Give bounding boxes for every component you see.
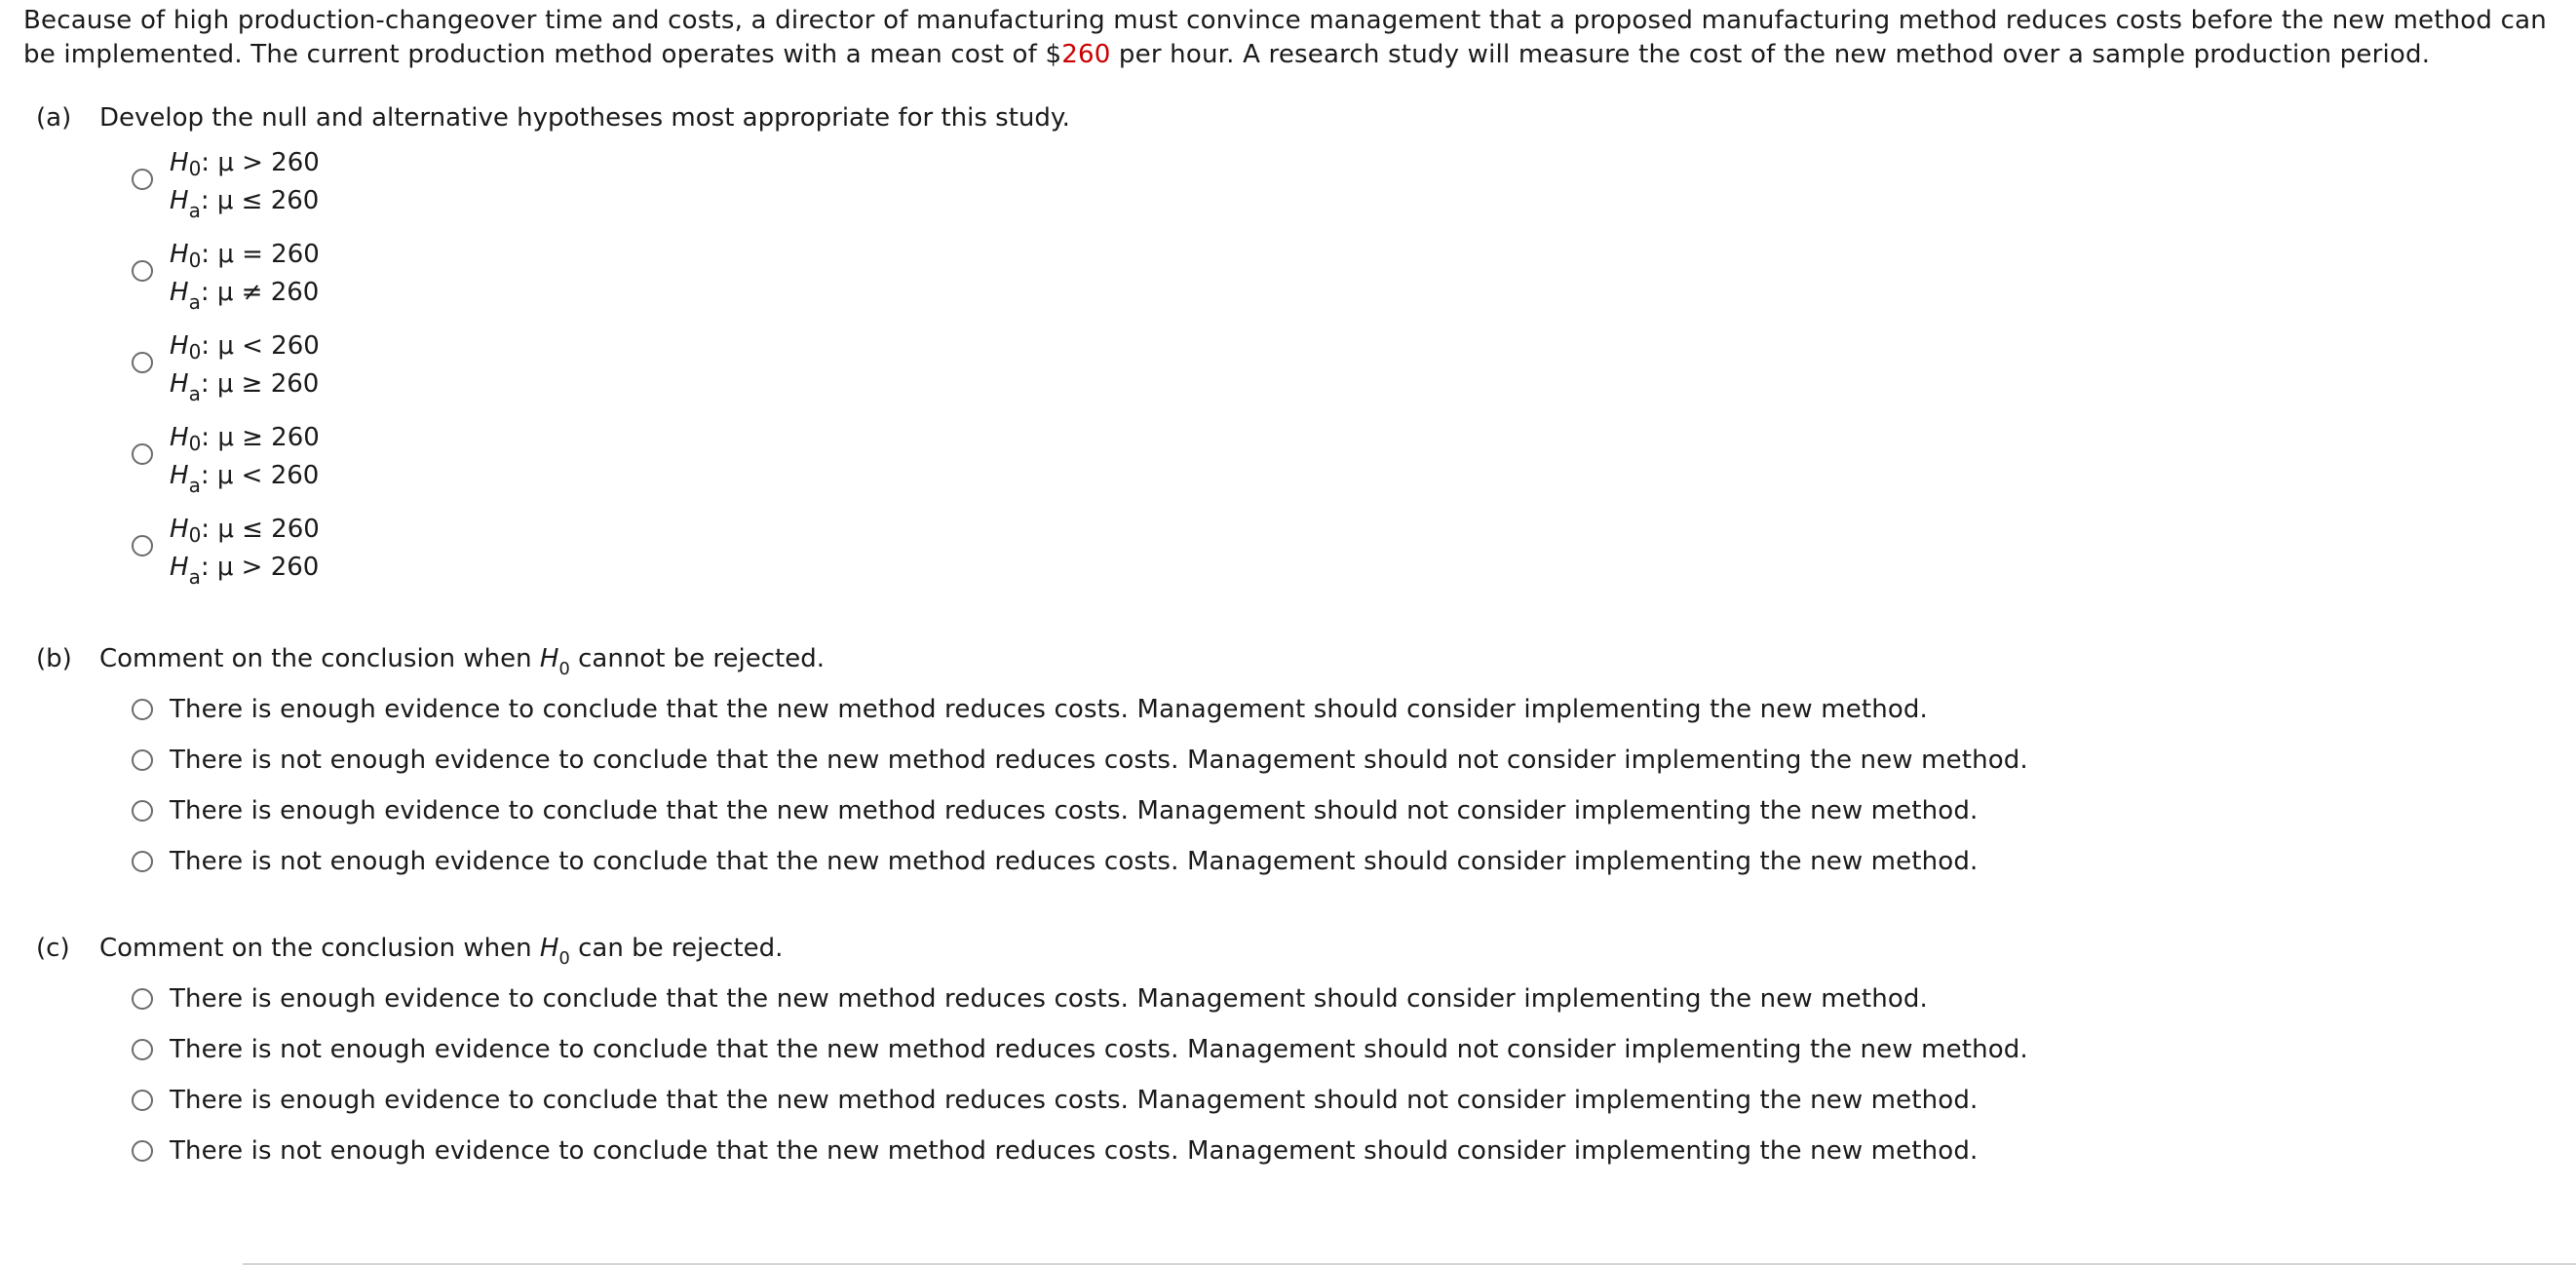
part-b-label: (b) bbox=[36, 644, 72, 673]
radio-button[interactable] bbox=[132, 699, 153, 720]
radio-button[interactable] bbox=[132, 1039, 153, 1060]
hypothesis-option-1[interactable] bbox=[132, 133, 521, 222]
alternative-hypothesis: $H_a$: μ ≤ 260 bbox=[170, 186, 320, 222]
radio-button[interactable] bbox=[132, 443, 153, 465]
alternative-hypothesis: $H_a$: μ > 260 bbox=[170, 553, 320, 589]
hypothesis-option-5[interactable] bbox=[132, 499, 521, 589]
radio-button[interactable] bbox=[132, 749, 153, 771]
part-b-option-4[interactable] bbox=[132, 845, 2276, 878]
part-a-header bbox=[36, 101, 1070, 134]
option-text: There is not enough evidence to conclude that the new method reduces costs. Management should not consider implementing the new method. bbox=[170, 746, 2028, 775]
part-c-label: (c) bbox=[36, 934, 70, 963]
part-b-option-2[interactable] bbox=[132, 744, 2276, 777]
hypothesis-option-2[interactable] bbox=[132, 224, 521, 314]
null-hypothesis: H0: μ = 260 bbox=[170, 240, 320, 272]
part-c-option-1[interactable] bbox=[132, 982, 2276, 1016]
null-hypothesis: H0: μ ≥ 260 bbox=[170, 423, 320, 455]
radio-button[interactable] bbox=[132, 1140, 153, 1162]
alternative-hypothesis: $H_a$: μ ≥ 260 bbox=[170, 369, 320, 405]
radio-button[interactable] bbox=[132, 851, 153, 872]
part-b-header: (b) Comment on the conclusion when $H_0$ cannot be rejected. bbox=[36, 644, 826, 679]
part-b-option-3[interactable] bbox=[132, 794, 2276, 827]
part-b-option-1[interactable] bbox=[132, 693, 2276, 726]
null-hypothesis: H0: μ < 260 bbox=[170, 331, 320, 364]
mean-cost-value: 260 bbox=[1061, 40, 1111, 69]
problem-text-end: per hour. A research study will measure the cost of the new method over a sample production period. bbox=[1110, 40, 2431, 69]
part-c-option-4[interactable] bbox=[132, 1134, 2276, 1168]
part-c-option-3[interactable] bbox=[132, 1084, 2276, 1117]
option-text: There is enough evidence to conclude that the new method reduces costs. Management should not consider implementing the new method. bbox=[170, 796, 1979, 825]
alternative-hypothesis: $H_a$: μ ≠ 260 bbox=[170, 278, 320, 314]
option-text: There is enough evidence to conclude that the new method reduces costs. Management should not consider implementing the new method. bbox=[170, 1086, 1979, 1115]
null-hypothesis: H0: μ ≤ 260 bbox=[170, 515, 320, 547]
option-text: There is not enough evidence to conclude that the new method reduces costs. Management should not consider implementing the new method. bbox=[170, 1035, 2028, 1064]
radio-button[interactable] bbox=[132, 535, 153, 556]
problem-text-start: Because of high production-changeover time and costs, a director of manufacturing must convince management that a proposed manufacturing method reduces costs before the new method can be implemented. The current production method operates with a mean cost of $ bbox=[23, 6, 2547, 69]
radio-button[interactable] bbox=[132, 1090, 153, 1111]
part-a-label: (a) bbox=[36, 103, 72, 133]
part-a-prompt: Develop the null and alternative hypotheses most appropriate for this study. bbox=[99, 103, 1070, 133]
problem-statement bbox=[23, 4, 2557, 72]
alternative-hypothesis: $H_a$: μ < 260 bbox=[170, 461, 320, 497]
part-c-header: (c) Comment on the conclusion when $H_0$ can be rejected. bbox=[36, 934, 784, 969]
option-text: There is not enough evidence to conclude that the new method reduces costs. Management should consider implementing the new method. bbox=[170, 1136, 1979, 1166]
radio-button[interactable] bbox=[132, 260, 153, 282]
radio-button[interactable] bbox=[132, 169, 153, 190]
hypothesis-option-3[interactable] bbox=[132, 316, 521, 405]
option-text: There is enough evidence to conclude that the new method reduces costs. Management should consider implementing the new method. bbox=[170, 695, 1928, 724]
option-text: There is not enough evidence to conclude that the new method reduces costs. Management should consider implementing the new method. bbox=[170, 847, 1979, 876]
hypothesis-option-4[interactable] bbox=[132, 407, 521, 497]
part-c-option-2[interactable] bbox=[132, 1033, 2276, 1066]
option-text: There is enough evidence to conclude that the new method reduces costs. Management should consider implementing the new method. bbox=[170, 984, 1928, 1014]
radio-button[interactable] bbox=[132, 352, 153, 373]
radio-button[interactable] bbox=[132, 988, 153, 1010]
radio-button[interactable] bbox=[132, 800, 153, 822]
null-hypothesis: H0: μ > 260 bbox=[170, 148, 320, 180]
